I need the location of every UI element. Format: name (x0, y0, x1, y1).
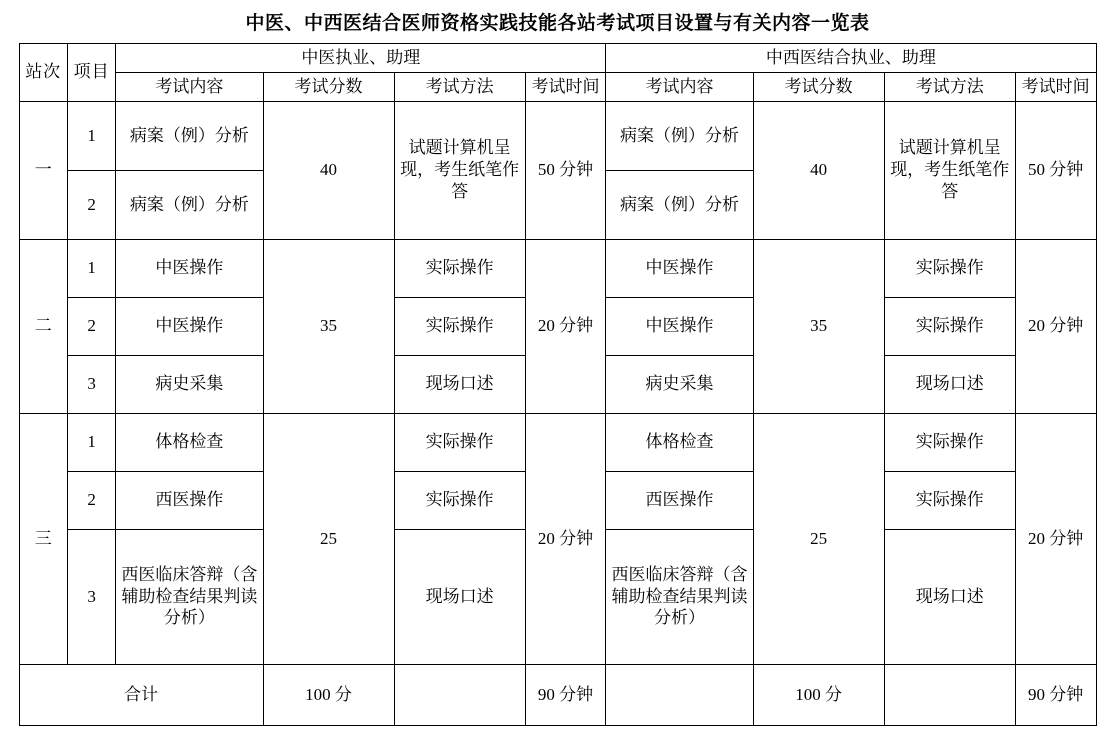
tcm-content: 病案（例）分析 (116, 170, 263, 239)
header-tcm-score: 考试分数 (263, 72, 394, 101)
tcm-score: 25 (263, 413, 394, 664)
integrated-method: 实际操作 (884, 239, 1015, 297)
header-integrated-score: 考试分数 (753, 72, 884, 101)
integrated-method: 实际操作 (884, 297, 1015, 355)
header-integrated-method: 考试方法 (884, 72, 1015, 101)
integrated-content: 西医临床答辩（含辅助检查结果判读分析） (606, 529, 753, 664)
integrated-time: 20 分钟 (1015, 413, 1096, 664)
tcm-method: 实际操作 (394, 297, 525, 355)
header-tcm-content: 考试内容 (116, 72, 263, 101)
tcm-time: 20 分钟 (525, 413, 606, 664)
tcm-content: 病案（例）分析 (116, 101, 263, 170)
integrated-content: 病案（例）分析 (606, 101, 753, 170)
tcm-time: 50 分钟 (525, 101, 606, 239)
header-tcm-time: 考试时间 (525, 72, 606, 101)
item-number: 1 (67, 413, 115, 471)
tcm-method: 实际操作 (394, 413, 525, 471)
station-label: 三 (19, 413, 67, 664)
total-integrated-time: 90 分钟 (1015, 664, 1096, 725)
item-number: 3 (67, 529, 115, 664)
header-station: 站次 (19, 44, 67, 102)
tcm-method: 实际操作 (394, 471, 525, 529)
tcm-score: 40 (263, 101, 394, 239)
integrated-content: 中医操作 (606, 297, 753, 355)
integrated-method: 现场口述 (884, 355, 1015, 413)
page-title: 中医、中西医结合医师资格实践技能各站考试项目设置与有关内容一览表 (245, 13, 870, 34)
item-number: 1 (67, 101, 115, 170)
integrated-score: 25 (753, 413, 884, 664)
tcm-score: 35 (263, 239, 394, 413)
station-label: 二 (19, 239, 67, 413)
header-integrated-content: 考试内容 (606, 72, 753, 101)
header-tcm-method: 考试方法 (394, 72, 525, 101)
header-integrated-time: 考试时间 (1015, 72, 1096, 101)
item-number: 2 (67, 297, 115, 355)
integrated-method: 实际操作 (884, 471, 1015, 529)
integrated-content: 中医操作 (606, 239, 753, 297)
table-row (19, 413, 1096, 471)
table-row (19, 101, 1096, 170)
table-header-row-2 (19, 72, 1096, 101)
tcm-content: 中医操作 (116, 297, 263, 355)
tcm-method: 现场口述 (394, 355, 525, 413)
total-integrated-method-empty (884, 664, 1015, 725)
header-group-integrated: 中西医结合执业、助理 (606, 44, 1096, 73)
item-number: 1 (67, 239, 115, 297)
total-integrated-score: 100 分 (753, 664, 884, 725)
tcm-content: 西医操作 (116, 471, 263, 529)
tcm-content: 病史采集 (116, 355, 263, 413)
item-number: 3 (67, 355, 115, 413)
station-label: 一 (19, 101, 67, 239)
tcm-content: 体格检查 (116, 413, 263, 471)
total-tcm-score: 100 分 (263, 664, 394, 725)
item-number: 2 (67, 170, 115, 239)
integrated-method: 试题计算机呈现，考生纸笔作答 (884, 101, 1015, 239)
total-tcm-time: 90 分钟 (525, 664, 606, 725)
tcm-method: 试题计算机呈现，考生纸笔作答 (394, 101, 525, 239)
header-item: 项目 (67, 44, 115, 102)
integrated-method: 现场口述 (884, 529, 1015, 664)
integrated-content: 病案（例）分析 (606, 170, 753, 239)
header-group-tcm: 中医执业、助理 (116, 44, 606, 73)
total-integrated-content-empty (606, 664, 753, 725)
integrated-score: 40 (753, 101, 884, 239)
item-number: 2 (67, 471, 115, 529)
table-total-row (19, 664, 1096, 725)
tcm-method: 现场口述 (394, 529, 525, 664)
tcm-time: 20 分钟 (525, 239, 606, 413)
integrated-score: 35 (753, 239, 884, 413)
table-row (19, 239, 1096, 297)
total-tcm-method-empty (394, 664, 525, 725)
exam-station-table (19, 43, 1097, 726)
integrated-content: 体格检查 (606, 413, 753, 471)
integrated-time: 50 分钟 (1015, 101, 1096, 239)
tcm-content: 西医临床答辩（含辅助检查结果判读分析） (116, 529, 263, 664)
total-label: 合计 (19, 664, 263, 725)
integrated-time: 20 分钟 (1015, 239, 1096, 413)
table-header-row-1 (19, 44, 1096, 73)
integrated-content: 病史采集 (606, 355, 753, 413)
integrated-method: 实际操作 (884, 413, 1015, 471)
tcm-content: 中医操作 (116, 239, 263, 297)
tcm-method: 实际操作 (394, 239, 525, 297)
integrated-content: 西医操作 (606, 471, 753, 529)
